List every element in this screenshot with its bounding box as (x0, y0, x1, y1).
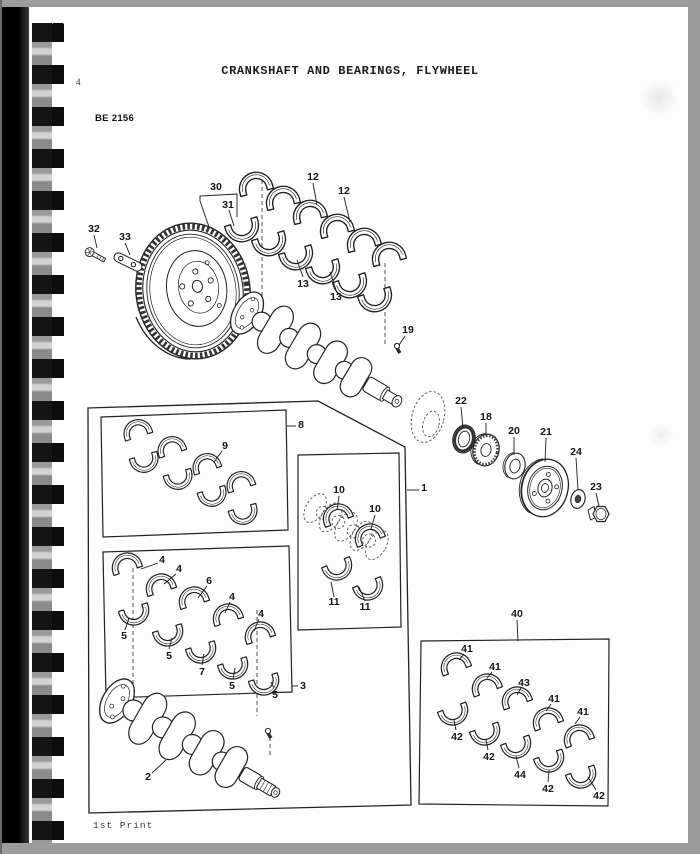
callout-1: 1 (421, 482, 427, 494)
callout-42: 42 (593, 790, 605, 802)
scan-border-right (688, 0, 700, 854)
callout-41: 41 (577, 706, 589, 718)
callout-9: 9 (222, 440, 228, 452)
callout-10: 10 (333, 484, 345, 496)
callout-4: 4 (176, 563, 182, 575)
callout-12: 12 (307, 171, 319, 183)
callout-21: 21 (540, 426, 552, 438)
callout-19: 19 (402, 324, 414, 336)
bolt-23 (588, 507, 609, 522)
bolt-32 (84, 246, 107, 264)
group-box-10-11 (298, 453, 401, 630)
callout-42: 42 (451, 731, 463, 743)
comb-binding (0, 0, 66, 854)
bearing-set-10-11 (319, 499, 387, 604)
washer-24 (569, 488, 587, 510)
callout-33: 33 (119, 231, 131, 243)
callout-11: 11 (328, 596, 340, 608)
callout-6: 6 (206, 575, 212, 587)
lock-strap-33 (113, 251, 144, 272)
callout-42: 42 (542, 783, 554, 795)
binding-teeth-tips (52, 23, 64, 849)
callout-20: 20 (508, 425, 520, 437)
callout-32: 32 (88, 223, 100, 235)
callout-10: 10 (369, 503, 381, 515)
binding-spine (2, 5, 29, 849)
print-note: 1st Print (93, 820, 154, 831)
callout-13: 13 (297, 278, 309, 290)
callout-31: 31 (222, 199, 234, 211)
callout-40: 40 (511, 608, 523, 620)
bolt-19 (394, 343, 401, 353)
page-number: 4 (76, 77, 81, 87)
callout-4: 4 (229, 591, 235, 603)
bearing-set-3 (108, 549, 282, 699)
callout-18: 18 (480, 411, 492, 423)
callout-5: 5 (166, 650, 172, 662)
scan-border-bottom (0, 843, 700, 854)
callout-11: 11 (359, 601, 371, 613)
backplate-hidden (406, 388, 450, 447)
page-title: CRANKSHAFT AND BEARINGS, FLYWHEEL (221, 64, 479, 78)
scan-border-top (0, 0, 700, 7)
callout-44: 44 (514, 769, 526, 781)
callout-2: 2 (145, 771, 151, 783)
callout-41: 41 (461, 643, 473, 655)
callout-41: 41 (489, 661, 501, 673)
callout-8: 8 (298, 419, 304, 431)
callout-22: 22 (455, 395, 467, 407)
callout-5: 5 (121, 630, 127, 642)
callout-30: 30 (210, 181, 222, 193)
bearing-set-8 (120, 416, 260, 528)
scan-border-left (0, 0, 2, 854)
callout-7: 7 (199, 666, 205, 678)
callout-41: 41 (548, 693, 560, 705)
figure-code: BE 2156 (95, 113, 135, 124)
callout-24: 24 (570, 446, 582, 458)
callout-12: 12 (338, 185, 350, 197)
binding-teeth (32, 23, 52, 849)
callout-23: 23 (590, 481, 602, 493)
callout-4: 4 (159, 554, 165, 566)
callout-5: 5 (272, 689, 278, 701)
callout-5: 5 (229, 680, 235, 692)
callout-42: 42 (483, 751, 495, 763)
callout-13: 13 (330, 291, 342, 303)
callout-3: 3 (300, 680, 306, 692)
callout-4: 4 (258, 608, 264, 620)
pin-bolt (265, 728, 272, 738)
callout-43: 43 (518, 677, 530, 689)
